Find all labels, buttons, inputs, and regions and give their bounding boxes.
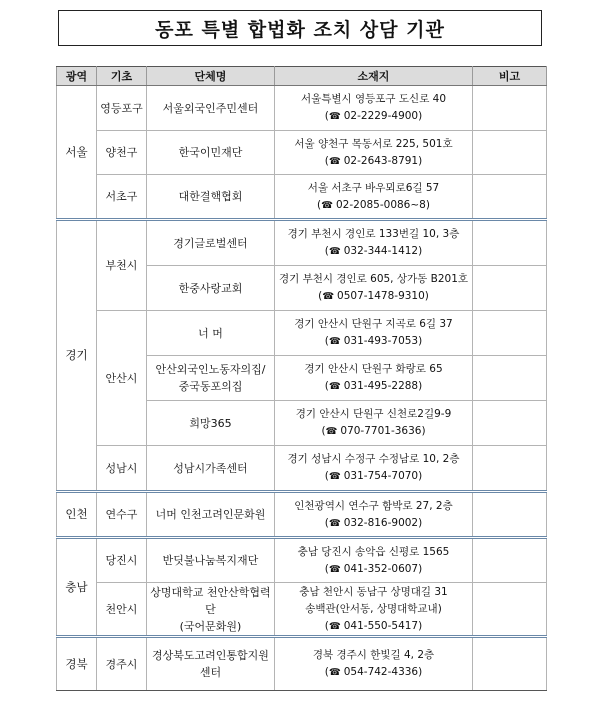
address-cell: [275, 538, 473, 583]
basic-cell: 안산시: [97, 311, 147, 446]
address-line: 서울특별시 영등포구 도신로 40: [300, 93, 447, 105]
table-row: [57, 311, 547, 356]
basic-cell: 당진시: [97, 538, 147, 583]
address-cell: [275, 220, 473, 266]
phone-number: 070-7701-3636): [340, 425, 426, 437]
phone-line: (☎ 031-754-7070): [324, 470, 423, 482]
remarks-cell: [473, 220, 547, 266]
address-line: 인천광역시 연수구 함박로 27, 2층: [294, 499, 453, 512]
phone-icon: ☎: [328, 155, 341, 167]
phone-line: (☎ 041-352-0607): [324, 562, 423, 575]
remarks-cell: [473, 538, 547, 583]
remarks-cell: [473, 311, 547, 356]
table-row: [57, 583, 547, 637]
remarks-cell: [473, 266, 547, 311]
org-cell: 서울외국인주민센터: [147, 86, 275, 131]
phone-number: 0507-1478-9310): [337, 290, 429, 302]
table-row: [57, 175, 547, 220]
phone-number: 031-495-2288): [343, 380, 423, 392]
remarks-cell: [473, 86, 547, 131]
org-cell: 경상북도고려인통합지원센터: [147, 637, 275, 691]
phone-line: (☎ 032-344-1412): [324, 245, 423, 257]
phone-icon: ☎: [328, 336, 341, 347]
phone-icon: ☎: [328, 620, 341, 632]
address-cell: [275, 131, 473, 175]
address-line: 서울 양천구 목동서로 225, 501호: [294, 137, 453, 150]
org-cell: 반딧불나눔복지재단: [147, 538, 275, 583]
org-line: (국어문화원): [179, 619, 242, 633]
address-line: 경북 경주시 한빛길 4, 2층: [312, 649, 435, 661]
table-row: [57, 538, 547, 583]
phone-line: (☎ 02-2229-4900): [324, 110, 423, 122]
phone-line: (☎ 070-7701-3636): [321, 425, 426, 437]
phone-icon: ☎: [328, 381, 341, 392]
phone-icon: ☎: [322, 291, 335, 302]
phone-number: 02-2229-4900): [343, 110, 423, 122]
phone-line: (☎ 032-816-9002): [324, 516, 423, 529]
basic-cell: 영등포구: [97, 86, 147, 131]
remarks-cell: [473, 637, 547, 691]
address-cell: [275, 637, 473, 691]
phone-number: 041-352-0607): [343, 562, 423, 575]
address-line: 경기 안산시 단원구 신천로2길9-9: [295, 408, 452, 420]
address-cell: [275, 266, 473, 311]
phone-number: 031-754-7070): [343, 470, 423, 482]
address-cell: [275, 583, 473, 637]
phone-line: (☎ 02-2643-8791): [324, 154, 423, 167]
address-line: 경기 부천시 경인로 605, 상가동 B201호: [278, 273, 469, 285]
phone-line: (☎ 031-495-2288): [324, 380, 423, 392]
address-cell: [275, 401, 473, 446]
institution-table: [56, 66, 547, 691]
org-cell: 경기글로벌센터: [147, 220, 275, 266]
basic-cell: 경주시: [97, 637, 147, 691]
basic-cell: 천안시: [97, 583, 147, 637]
org-cell: [147, 583, 275, 637]
address-cell: [275, 311, 473, 356]
basic-cell: 연수구: [97, 492, 147, 538]
org-line: 상명대학교 천안산학협력단: [150, 585, 271, 616]
region-cell: 충남: [57, 538, 97, 637]
phone-line: (☎ 041-550-5417): [324, 619, 423, 632]
address-line: 경기 성남시 수정구 수정남로 10, 2층: [287, 453, 460, 465]
phone-number: 02-2643-8791): [343, 154, 423, 167]
org-cell: 너머 인천고려인문화원: [147, 492, 275, 538]
address-line: 서울 서초구 바우뫼로6길 57: [307, 181, 440, 194]
phone-number: 02-2085-0086~8): [335, 198, 430, 211]
remarks-cell: [473, 492, 547, 538]
address-cell: [275, 356, 473, 401]
table-row: [57, 86, 547, 131]
phone-line: (☎ 0507-1478-9310): [318, 290, 429, 302]
org-line: 안산외국인노동자의집/: [155, 363, 266, 376]
phone-number: 041-550-5417): [343, 619, 423, 632]
phone-icon: ☎: [328, 563, 341, 575]
phone-number: 032-816-9002): [343, 516, 423, 529]
org-cell: 희망365: [147, 401, 275, 446]
address-line: 충남 당진시 송악읍 신평로 1565: [297, 545, 450, 558]
header-remarks: 비고: [473, 67, 547, 86]
address-line: 경기 부천시 경인로 133번길 10, 3층: [287, 228, 460, 240]
table-row: [57, 446, 547, 492]
phone-line: (☎ 02-2085-0086~8): [317, 198, 430, 211]
org-line: 중국동포의집: [178, 380, 243, 393]
org-cell: 한중사랑교회: [147, 266, 275, 311]
table-row: [57, 131, 547, 175]
header-region: 광역: [57, 67, 97, 86]
header-basic: 기초: [97, 67, 147, 86]
phone-number: 054-742-4336): [343, 666, 423, 678]
org-cell: 성남시가족센터: [147, 446, 275, 492]
address-cell: [275, 86, 473, 131]
phone-number: 031-493-7053): [343, 335, 423, 347]
org-cell: 너 머: [147, 311, 275, 356]
address-line: 경기 안산시 단원구 지곡로 6길 37: [294, 318, 453, 330]
remarks-cell: [473, 131, 547, 175]
region-cell: 인천: [57, 492, 97, 538]
table-header-row: [57, 67, 547, 86]
header-address: 소재지: [275, 67, 473, 86]
address-line: 경기 안산시 단원구 화랑로 65: [304, 363, 443, 375]
remarks-cell: [473, 446, 547, 492]
header-organization: 단체명: [147, 67, 275, 86]
org-cell: 대한결핵협회: [147, 175, 275, 220]
org-cell: 한국이민재단: [147, 131, 275, 175]
region-cell: 경북: [57, 637, 97, 691]
address-line: 송백관(안서동, 상명대학교내): [305, 602, 442, 615]
phone-icon: ☎: [328, 246, 341, 257]
address-cell: [275, 175, 473, 220]
basic-cell: 양천구: [97, 131, 147, 175]
phone-icon: ☎: [325, 426, 338, 437]
table-row: [57, 637, 547, 691]
org-cell: [147, 356, 275, 401]
phone-icon: ☎: [328, 111, 341, 122]
basic-cell: 성남시: [97, 446, 147, 492]
remarks-cell: [473, 356, 547, 401]
phone-line: (☎ 054-742-4336): [324, 666, 423, 678]
address-line: 충남 천안시 동남구 상명대길 31: [299, 585, 448, 598]
basic-cell: 서초구: [97, 175, 147, 220]
page-title: 동포 특별 합법화 조치 상담 기관: [58, 10, 542, 46]
phone-icon: ☎: [328, 471, 341, 482]
remarks-cell: [473, 175, 547, 220]
phone-number: 032-344-1412): [343, 245, 423, 257]
remarks-cell: [473, 583, 547, 637]
address-cell: [275, 492, 473, 538]
table-row: [57, 220, 547, 266]
remarks-cell: [473, 401, 547, 446]
address-cell: [275, 446, 473, 492]
region-cell: 서울: [57, 86, 97, 220]
region-cell: 경기: [57, 220, 97, 492]
phone-line: (☎ 031-493-7053): [324, 335, 423, 347]
basic-cell: 부천시: [97, 220, 147, 311]
phone-icon: ☎: [321, 199, 333, 211]
table-row: [57, 492, 547, 538]
phone-icon: ☎: [328, 517, 341, 529]
phone-icon: ☎: [328, 667, 341, 678]
